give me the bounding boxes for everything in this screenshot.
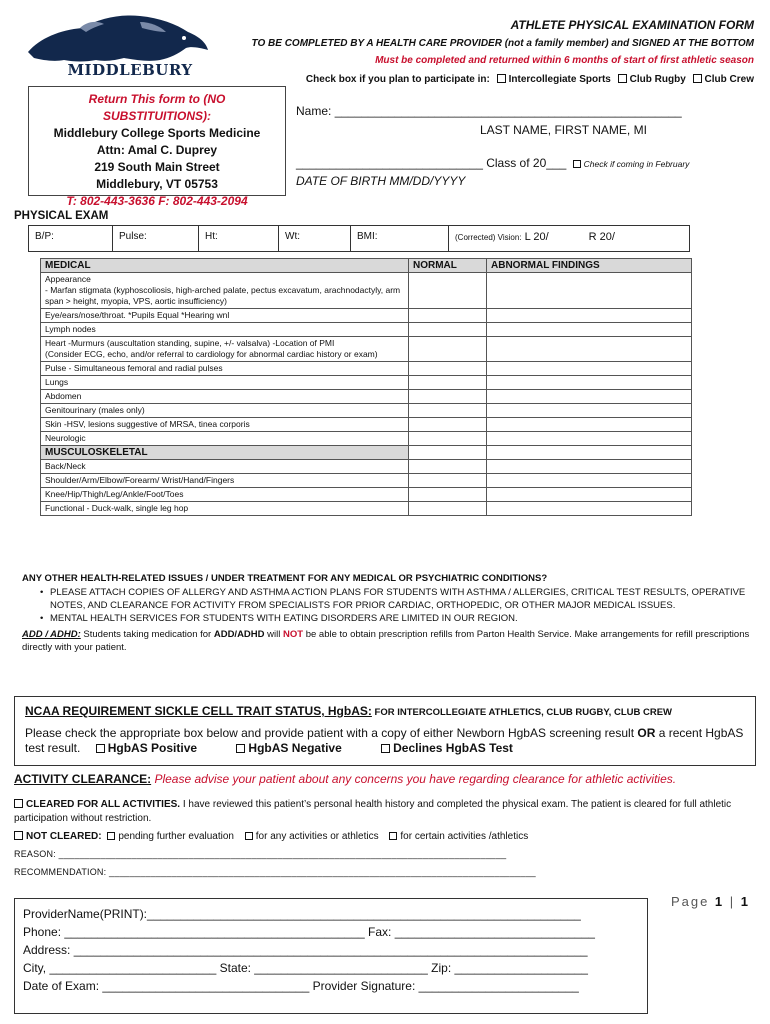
intercollegiate-label: Intercollegiate Sports: [508, 74, 611, 85]
page-separator: |: [724, 894, 741, 909]
sickle-cell-instructions: [25, 726, 745, 756]
abnormal-findings-cell[interactable]: [487, 323, 692, 337]
recommendation-blank: __________________________________________________________________________________: [109, 867, 536, 877]
abnormal-findings-cell[interactable]: [487, 446, 692, 460]
exam-item-label: Genitourinary (males only): [41, 404, 409, 418]
table-row: [41, 273, 692, 309]
exam-item-label: Lungs: [41, 376, 409, 390]
not-cleared-checkbox[interactable]: [14, 831, 23, 840]
normal-cell[interactable]: [409, 376, 487, 390]
abnormal-findings-cell[interactable]: [487, 309, 692, 323]
sickle-cell-text: a recent HgbAS test result.: [25, 726, 744, 755]
certain-activities-label: for certain activities /athletics: [400, 831, 529, 842]
normal-cell[interactable]: [409, 390, 487, 404]
table-row: [41, 309, 692, 323]
dob-class-row: [296, 156, 689, 170]
abnormal-findings-cell[interactable]: [487, 418, 692, 432]
hgbas-declines-label: Declines HgbAS Test: [393, 741, 513, 755]
table-row: [41, 432, 692, 446]
table-row: [41, 502, 692, 516]
exam-item-label: MUSCULOSKELETAL: [41, 446, 409, 460]
instructions-list: [40, 586, 758, 625]
not-cleared-label: NOT CLEARED:: [26, 831, 102, 842]
table-row: [41, 337, 692, 362]
hgbas-negative-label: HgbAS Negative: [248, 741, 342, 755]
normal-cell[interactable]: [409, 309, 487, 323]
sickle-cell-scope: FOR INTERCOLLEGIATE ATHLETICS, CLUB RUGBY, CLUB CREW: [371, 707, 673, 718]
intercollegiate-checkbox[interactable]: [497, 74, 506, 83]
hgbas-positive-label: HgbAS Positive: [107, 741, 198, 755]
cleared-checkbox[interactable]: [14, 799, 23, 808]
form-subtitle: TO BE COMPLETED BY A HEALTH CARE PROVIDER (not a family member) and SIGNED AT THE BOTTOM: [251, 38, 754, 49]
normal-cell[interactable]: [409, 273, 487, 309]
sickle-cell-title: NCAA REQUIREMENT SICKLE CELL TRAIT STATUS, HgbAS:: [25, 704, 372, 718]
list-item: • PLEASE ATTACH COPIES OF ALLERGY AND ASTHMA ACTION PLANS FOR STUDENTS WITH ASTHMA / ALLERGIES, CRITICAL TEST RESULTS, OPERATIVE NOTES, AND CLEARANCE FOR ACTIVITY FROM SPECIALISTS FOR PRIOR CARDIAC, ORTHOPEDIC, OR OTHER MAJOR MEDICAL ISSUES.: [40, 586, 758, 612]
return-line-2: Attn: Amal C. Duprey: [96, 143, 218, 157]
return-address-box: [28, 86, 286, 208]
cleared-text: I have reviewed this patient’s personal health history and completed the physical exam. The patient is cleared for full athletic participation without restriction.: [14, 799, 732, 824]
not-cleared-row: [14, 831, 528, 842]
abnormal-findings-cell[interactable]: [487, 273, 692, 309]
vision-field[interactable]: [449, 226, 689, 251]
return-phone-fax: [35, 193, 279, 210]
abnormal-findings-cell[interactable]: [487, 488, 692, 502]
height-field[interactable]: Ht:: [199, 226, 279, 251]
normal-cell[interactable]: [409, 460, 487, 474]
bp-field[interactable]: B/P:: [29, 226, 113, 251]
pending-evaluation-checkbox[interactable]: [107, 832, 115, 840]
activity-clearance-title: ACTIVITY CLEARANCE:: [14, 772, 152, 786]
normal-cell[interactable]: [409, 432, 487, 446]
table-row: [41, 323, 692, 337]
vision-right: R 20/: [588, 231, 615, 243]
fax-value: 802-443-2094: [169, 194, 248, 208]
pending-evaluation-label: pending further evaluation: [118, 831, 234, 842]
page-label: Page: [670, 894, 715, 909]
normal-cell[interactable]: [409, 323, 487, 337]
medical-exam-table: [40, 258, 692, 516]
name-blank: ____________________________________________________: [334, 104, 682, 118]
cleared-row: [14, 798, 758, 826]
name-label: Name:: [296, 104, 335, 118]
normal-cell[interactable]: [409, 337, 487, 362]
reason-field[interactable]: [14, 849, 506, 859]
abnormal-findings-cell[interactable]: [487, 474, 692, 488]
provider-name-field[interactable]: ProviderName(PRINT):_________________________________________________________________: [23, 907, 581, 921]
abnormal-findings-cell[interactable]: [487, 376, 692, 390]
sickle-cell-box: [14, 696, 756, 766]
any-activities-checkbox[interactable]: [245, 832, 253, 840]
physical-exam-title: PHYSICAL EXAM: [14, 210, 109, 222]
normal-cell[interactable]: [409, 418, 487, 432]
exam-item-label: Skin -HSV, lesions suggestive of MRSA, tinea corporis: [41, 418, 409, 432]
club-crew-label: Club Crew: [704, 74, 754, 85]
exam-item-label: Eye/ears/nose/throat. *Pupils Equal *Hearing wnl: [41, 309, 409, 323]
return-title: Return This form to (NO SUBSTITUITIONS):: [88, 92, 226, 123]
normal-cell[interactable]: [409, 474, 487, 488]
table-row: [41, 460, 692, 474]
sickle-cell-or: OR: [637, 726, 656, 740]
dob-format-hint: DATE OF BIRTH MM/DD/YYYY: [296, 174, 466, 188]
table-row: [41, 390, 692, 404]
exam-item-label: Abdomen: [41, 390, 409, 404]
return-line-3: 219 South Main Street: [94, 160, 220, 174]
normal-cell[interactable]: [409, 502, 487, 516]
exam-item-label: Neurologic: [41, 432, 409, 446]
hgbas-negative-checkbox[interactable]: [236, 744, 245, 753]
page-number: [671, 894, 750, 909]
exam-item-label: Knee/Hip/Thigh/Leg/Ankle/Foot/Toes: [41, 488, 409, 502]
return-deadline-note: Must be completed and returned within 6 months of start of first athletic season: [375, 55, 754, 66]
add-adhd-text: will: [264, 629, 283, 640]
vision-left: L 20/: [521, 231, 549, 243]
weight-field[interactable]: Wt:: [279, 226, 351, 251]
city-state-zip-field[interactable]: City, _________________________ State: __________________________ Zip: ____________________: [23, 961, 588, 975]
table-row: [41, 376, 692, 390]
other-issues-section: [22, 572, 758, 654]
phone-label: T:: [66, 194, 77, 208]
normal-cell[interactable]: [409, 404, 487, 418]
table-row: [41, 362, 692, 376]
form-title: ATHLETE PHYSICAL EXAMINATION FORM: [510, 18, 754, 32]
february-checkbox[interactable]: [573, 160, 581, 168]
date-signature-field[interactable]: Date of Exam: _______________________________ Provider Signature: ________________________: [23, 979, 579, 993]
club-crew-checkbox[interactable]: [693, 74, 702, 83]
table-row: [41, 488, 692, 502]
vision-label: (Corrected) Vision:: [455, 233, 522, 242]
exam-item-label: Lymph nodes: [41, 323, 409, 337]
other-issues-title: ANY OTHER HEALTH-RELATED ISSUES / UNDER TREATMENT FOR ANY MEDICAL OR PSYCHIATRIC CONDITIONS?: [22, 573, 548, 584]
reason-blank: ______________________________________________________________________________________: [58, 849, 507, 859]
february-note: Check if coming in February: [583, 159, 690, 169]
any-activities-label: for any activities or athletics: [255, 831, 379, 842]
activity-clearance-heading: [14, 772, 758, 786]
exam-item-label: Shoulder/Arm/Elbow/Forearm/ Wrist/Hand/Fingers: [41, 474, 409, 488]
logo-wordmark: MIDDLEBURY: [67, 61, 193, 79]
add-adhd-not: NOT: [283, 629, 304, 640]
exam-item-label: Heart -Murmurs (auscultation standing, supine, +/- valsalva) -Location of PMI (Consider ECG, echo, and/or referral to cardiology for abnormal cardiac history or exam): [41, 337, 409, 362]
phone-fax-field[interactable]: Phone: _____________________________________________ Fax: ______________________________: [23, 925, 595, 939]
reason-label: REASON:: [14, 849, 59, 859]
dob-field[interactable]: ____________________________: [296, 156, 483, 170]
add-adhd-bold: ADD/ADHD: [213, 629, 265, 640]
abnormal-findings-cell[interactable]: [487, 404, 692, 418]
recommendation-label: RECOMMENDATION:: [14, 867, 110, 877]
name-format-hint: LAST NAME, FIRST NAME, MI: [480, 123, 647, 137]
normal-cell[interactable]: [409, 362, 487, 376]
activity-clearance-note: Please advise your patient about any concerns you have regarding clearance for athletic activities.: [151, 772, 677, 786]
abnormal-findings-cell[interactable]: [487, 502, 692, 516]
add-adhd-text: Students taking medication for: [80, 629, 214, 640]
page-total: 1: [740, 894, 750, 909]
club-rugby-label: Club Rugby: [629, 74, 686, 85]
participation-prompt: Check box if you plan to participate in:: [305, 74, 490, 85]
abnormal-findings-cell[interactable]: [487, 390, 692, 404]
abnormal-findings-cell[interactable]: [487, 362, 692, 376]
musculoskeletal-header-row: [41, 446, 692, 460]
hgbas-declines-checkbox[interactable]: [381, 744, 390, 753]
list-item: • MENTAL HEALTH SERVICES FOR STUDENTS WITH EATING DISORDERS ARE LIMITED IN OUR REGION.: [40, 612, 758, 625]
certain-activities-checkbox[interactable]: [389, 832, 397, 840]
pulse-field[interactable]: Pulse:: [113, 226, 199, 251]
recommendation-field[interactable]: [14, 867, 536, 877]
address-field[interactable]: Address: _____________________________________________________________________________: [23, 943, 588, 957]
abnormal-findings-cell[interactable]: [487, 337, 692, 362]
club-rugby-checkbox[interactable]: [618, 74, 627, 83]
table-row: [41, 474, 692, 488]
vitals-row: [28, 225, 690, 252]
add-adhd-text: be able to obtain prescription refills from Parton Health Service. Make arrangements for refill prescriptions directly with your patient.: [22, 629, 750, 653]
normal-header: NORMAL: [409, 259, 487, 273]
hgbas-positive-checkbox[interactable]: [96, 744, 105, 753]
exam-item-label: Functional - Duck-walk, single leg hop: [41, 502, 409, 516]
table-header-row: [41, 259, 692, 273]
abnormal-header: ABNORMAL FINDINGS: [487, 259, 692, 273]
add-adhd-note: [22, 628, 758, 654]
sickle-cell-text: Please check the appropriate box below and provide patient with a copy of either Newborn HgbAS screening result: [25, 726, 638, 740]
cleared-label: CLEARED FOR ALL ACTIVITIES.: [26, 799, 181, 810]
exam-item-label: Pulse - Simultaneous femoral and radial pulses: [41, 362, 409, 376]
exam-item-label: Back/Neck: [41, 460, 409, 474]
bmi-field[interactable]: BMI:: [351, 226, 449, 251]
normal-cell[interactable]: [409, 488, 487, 502]
return-line-4: Middlebury, VT 05753: [96, 177, 218, 191]
table-row: [41, 418, 692, 432]
medical-header: MEDICAL: [41, 259, 409, 273]
class-of-field[interactable]: Class of 20___: [482, 156, 567, 170]
name-field[interactable]: [296, 104, 682, 118]
add-adhd-label: ADD / ADHD:: [22, 629, 81, 640]
abnormal-findings-cell[interactable]: [487, 460, 692, 474]
table-row: [41, 404, 692, 418]
normal-cell[interactable]: [409, 446, 487, 460]
fax-label: F:: [158, 194, 170, 208]
return-line-1: Middlebury College Sports Medicine: [53, 126, 261, 140]
page-current: 1: [714, 894, 725, 909]
exam-item-label: Appearance - Marfan stigmata (kyphoscoliosis, high-arched palate, pectus excavatum, arachnodactyly, arm span > height, myopia, VPS, aortic insufficiency): [41, 273, 409, 309]
participation-options: [284, 72, 754, 88]
sickle-cell-heading: [25, 704, 745, 718]
provider-info-box: [14, 898, 648, 1014]
abnormal-findings-cell[interactable]: [487, 432, 692, 446]
phone-value: 802-443-3636: [76, 194, 159, 208]
